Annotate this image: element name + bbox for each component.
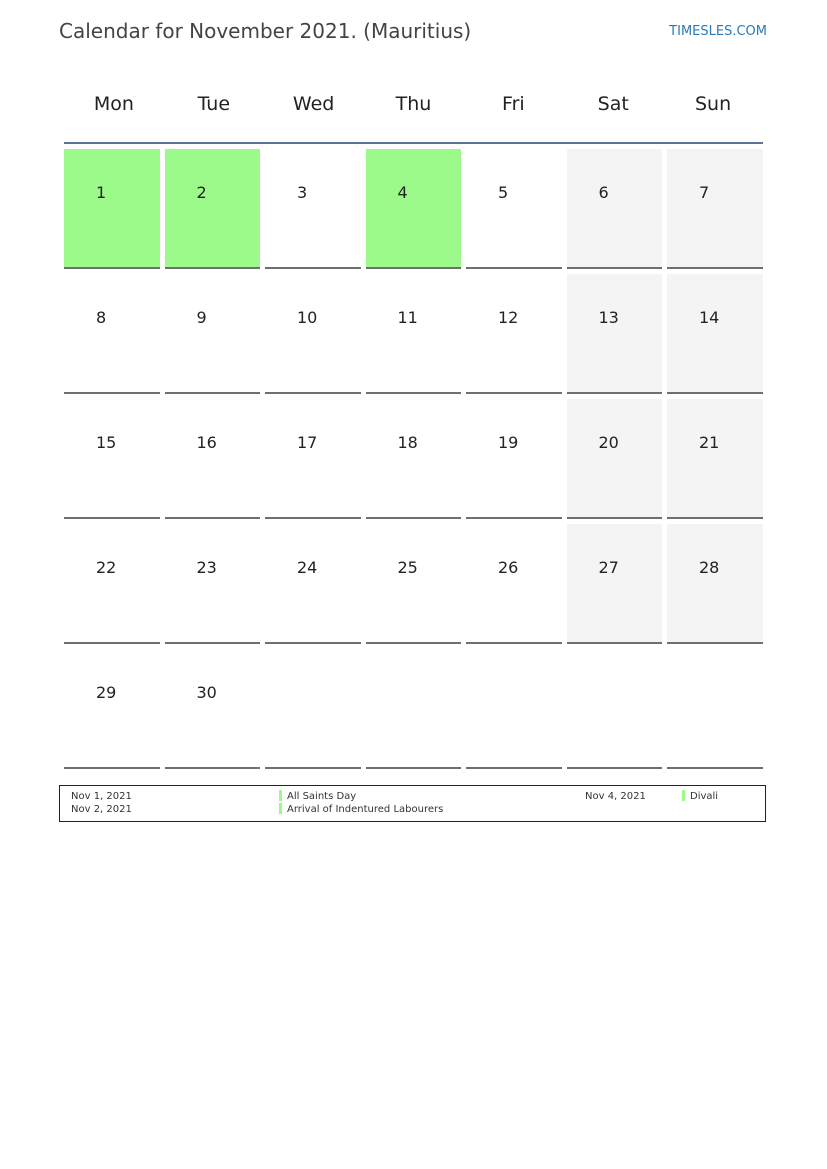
day-cell[interactable]	[165, 524, 261, 644]
weekday-fri: Fri	[502, 93, 525, 115]
day-number: 28	[699, 558, 720, 577]
day-number: 12	[498, 308, 519, 327]
day-number: 24	[297, 558, 318, 577]
day-number: 4	[397, 183, 408, 202]
weekday-sun: Sun	[695, 93, 732, 115]
day-cell[interactable]	[64, 649, 160, 769]
legend-holiday-item	[279, 803, 443, 816]
day-number: 22	[96, 558, 117, 577]
empty-day-cell	[265, 649, 361, 769]
day-cell[interactable]	[366, 274, 462, 394]
day-number: 1	[96, 183, 107, 202]
day-cell[interactable]	[466, 274, 562, 394]
holiday-color-marker	[279, 790, 282, 801]
day-number: 9	[196, 308, 207, 327]
weekday-row	[64, 83, 763, 125]
day-number: 20	[598, 433, 619, 452]
calendar-header	[64, 83, 763, 125]
day-number: 14	[699, 308, 720, 327]
week-row	[64, 649, 763, 774]
week-row	[64, 149, 763, 274]
day-number: 23	[196, 558, 217, 577]
day-number: 15	[96, 433, 117, 452]
day-number: 30	[196, 683, 217, 702]
day-number: 8	[96, 308, 107, 327]
week-row	[64, 274, 763, 399]
day-cell[interactable]	[165, 149, 261, 269]
day-cell[interactable]	[165, 274, 261, 394]
day-cell[interactable]	[265, 149, 361, 269]
day-cell[interactable]	[466, 399, 562, 519]
day-number: 2	[196, 183, 207, 202]
day-cell[interactable]	[265, 274, 361, 394]
day-number: 27	[598, 558, 619, 577]
day-number: 17	[297, 433, 318, 452]
weekday-mon: Mon	[93, 93, 134, 115]
header-divider	[64, 142, 763, 144]
day-number: 5	[498, 183, 509, 202]
day-cell[interactable]	[64, 524, 160, 644]
day-number: 19	[498, 433, 519, 452]
day-cell[interactable]	[366, 149, 462, 269]
day-number: 10	[297, 308, 318, 327]
holiday-legend	[59, 785, 766, 822]
day-cell[interactable]	[265, 524, 361, 644]
day-cell[interactable]	[265, 399, 361, 519]
week-row	[64, 524, 763, 649]
day-cell[interactable]	[667, 399, 763, 519]
day-cell[interactable]	[165, 649, 261, 769]
day-number: 6	[598, 183, 609, 202]
day-cell[interactable]	[466, 524, 562, 644]
day-number: 25	[397, 558, 418, 577]
empty-day-cell	[366, 649, 462, 769]
day-number: 18	[397, 433, 418, 452]
day-number: 3	[297, 183, 308, 202]
day-cell[interactable]	[567, 399, 663, 519]
day-number: 16	[196, 433, 217, 452]
legend-date: Nov 2, 2021	[71, 804, 132, 815]
day-cell[interactable]	[366, 524, 462, 644]
empty-day-cell	[466, 649, 562, 769]
day-cell[interactable]	[567, 149, 663, 269]
legend-holiday-item	[682, 790, 718, 803]
legend-holiday-name: Divali	[690, 791, 719, 802]
holiday-color-marker	[682, 790, 685, 801]
day-cell[interactable]	[466, 149, 562, 269]
day-cell[interactable]	[366, 399, 462, 519]
weekday-tue: Tue	[197, 93, 231, 115]
day-cell[interactable]	[165, 399, 261, 519]
weekday-sat: Sat	[597, 93, 629, 115]
page-title: Calendar for November 2021. (Mauritius)	[59, 19, 472, 43]
empty-day-cell	[567, 649, 663, 769]
day-cell[interactable]	[64, 149, 160, 269]
day-number: 7	[699, 183, 710, 202]
day-cell[interactable]	[667, 149, 763, 269]
day-number: 26	[498, 558, 519, 577]
week-row	[64, 399, 763, 524]
day-number: 13	[598, 308, 619, 327]
calendar-grid	[64, 149, 763, 774]
day-cell[interactable]	[567, 524, 663, 644]
empty-day-cell	[667, 649, 763, 769]
day-number: 29	[96, 683, 117, 702]
day-cell[interactable]	[667, 274, 763, 394]
weekday-wed: Wed	[292, 93, 335, 115]
brand-link[interactable]: TIMESLES.COM	[669, 24, 767, 39]
day-cell[interactable]	[667, 524, 763, 644]
day-cell[interactable]	[64, 274, 160, 394]
holiday-color-marker	[279, 803, 282, 814]
day-cell[interactable]	[64, 399, 160, 519]
legend-holiday-name: Arrival of Indentured Labourers	[287, 804, 444, 815]
legend-holiday-item	[279, 790, 356, 803]
legend-date: Nov 4, 2021	[585, 791, 646, 802]
day-cell[interactable]	[567, 274, 663, 394]
legend-date: Nov 1, 2021	[71, 791, 132, 802]
weekday-thu: Thu	[395, 93, 432, 115]
legend-holiday-name: All Saints Day	[287, 791, 357, 802]
day-number: 11	[397, 308, 418, 327]
day-number: 21	[699, 433, 720, 452]
